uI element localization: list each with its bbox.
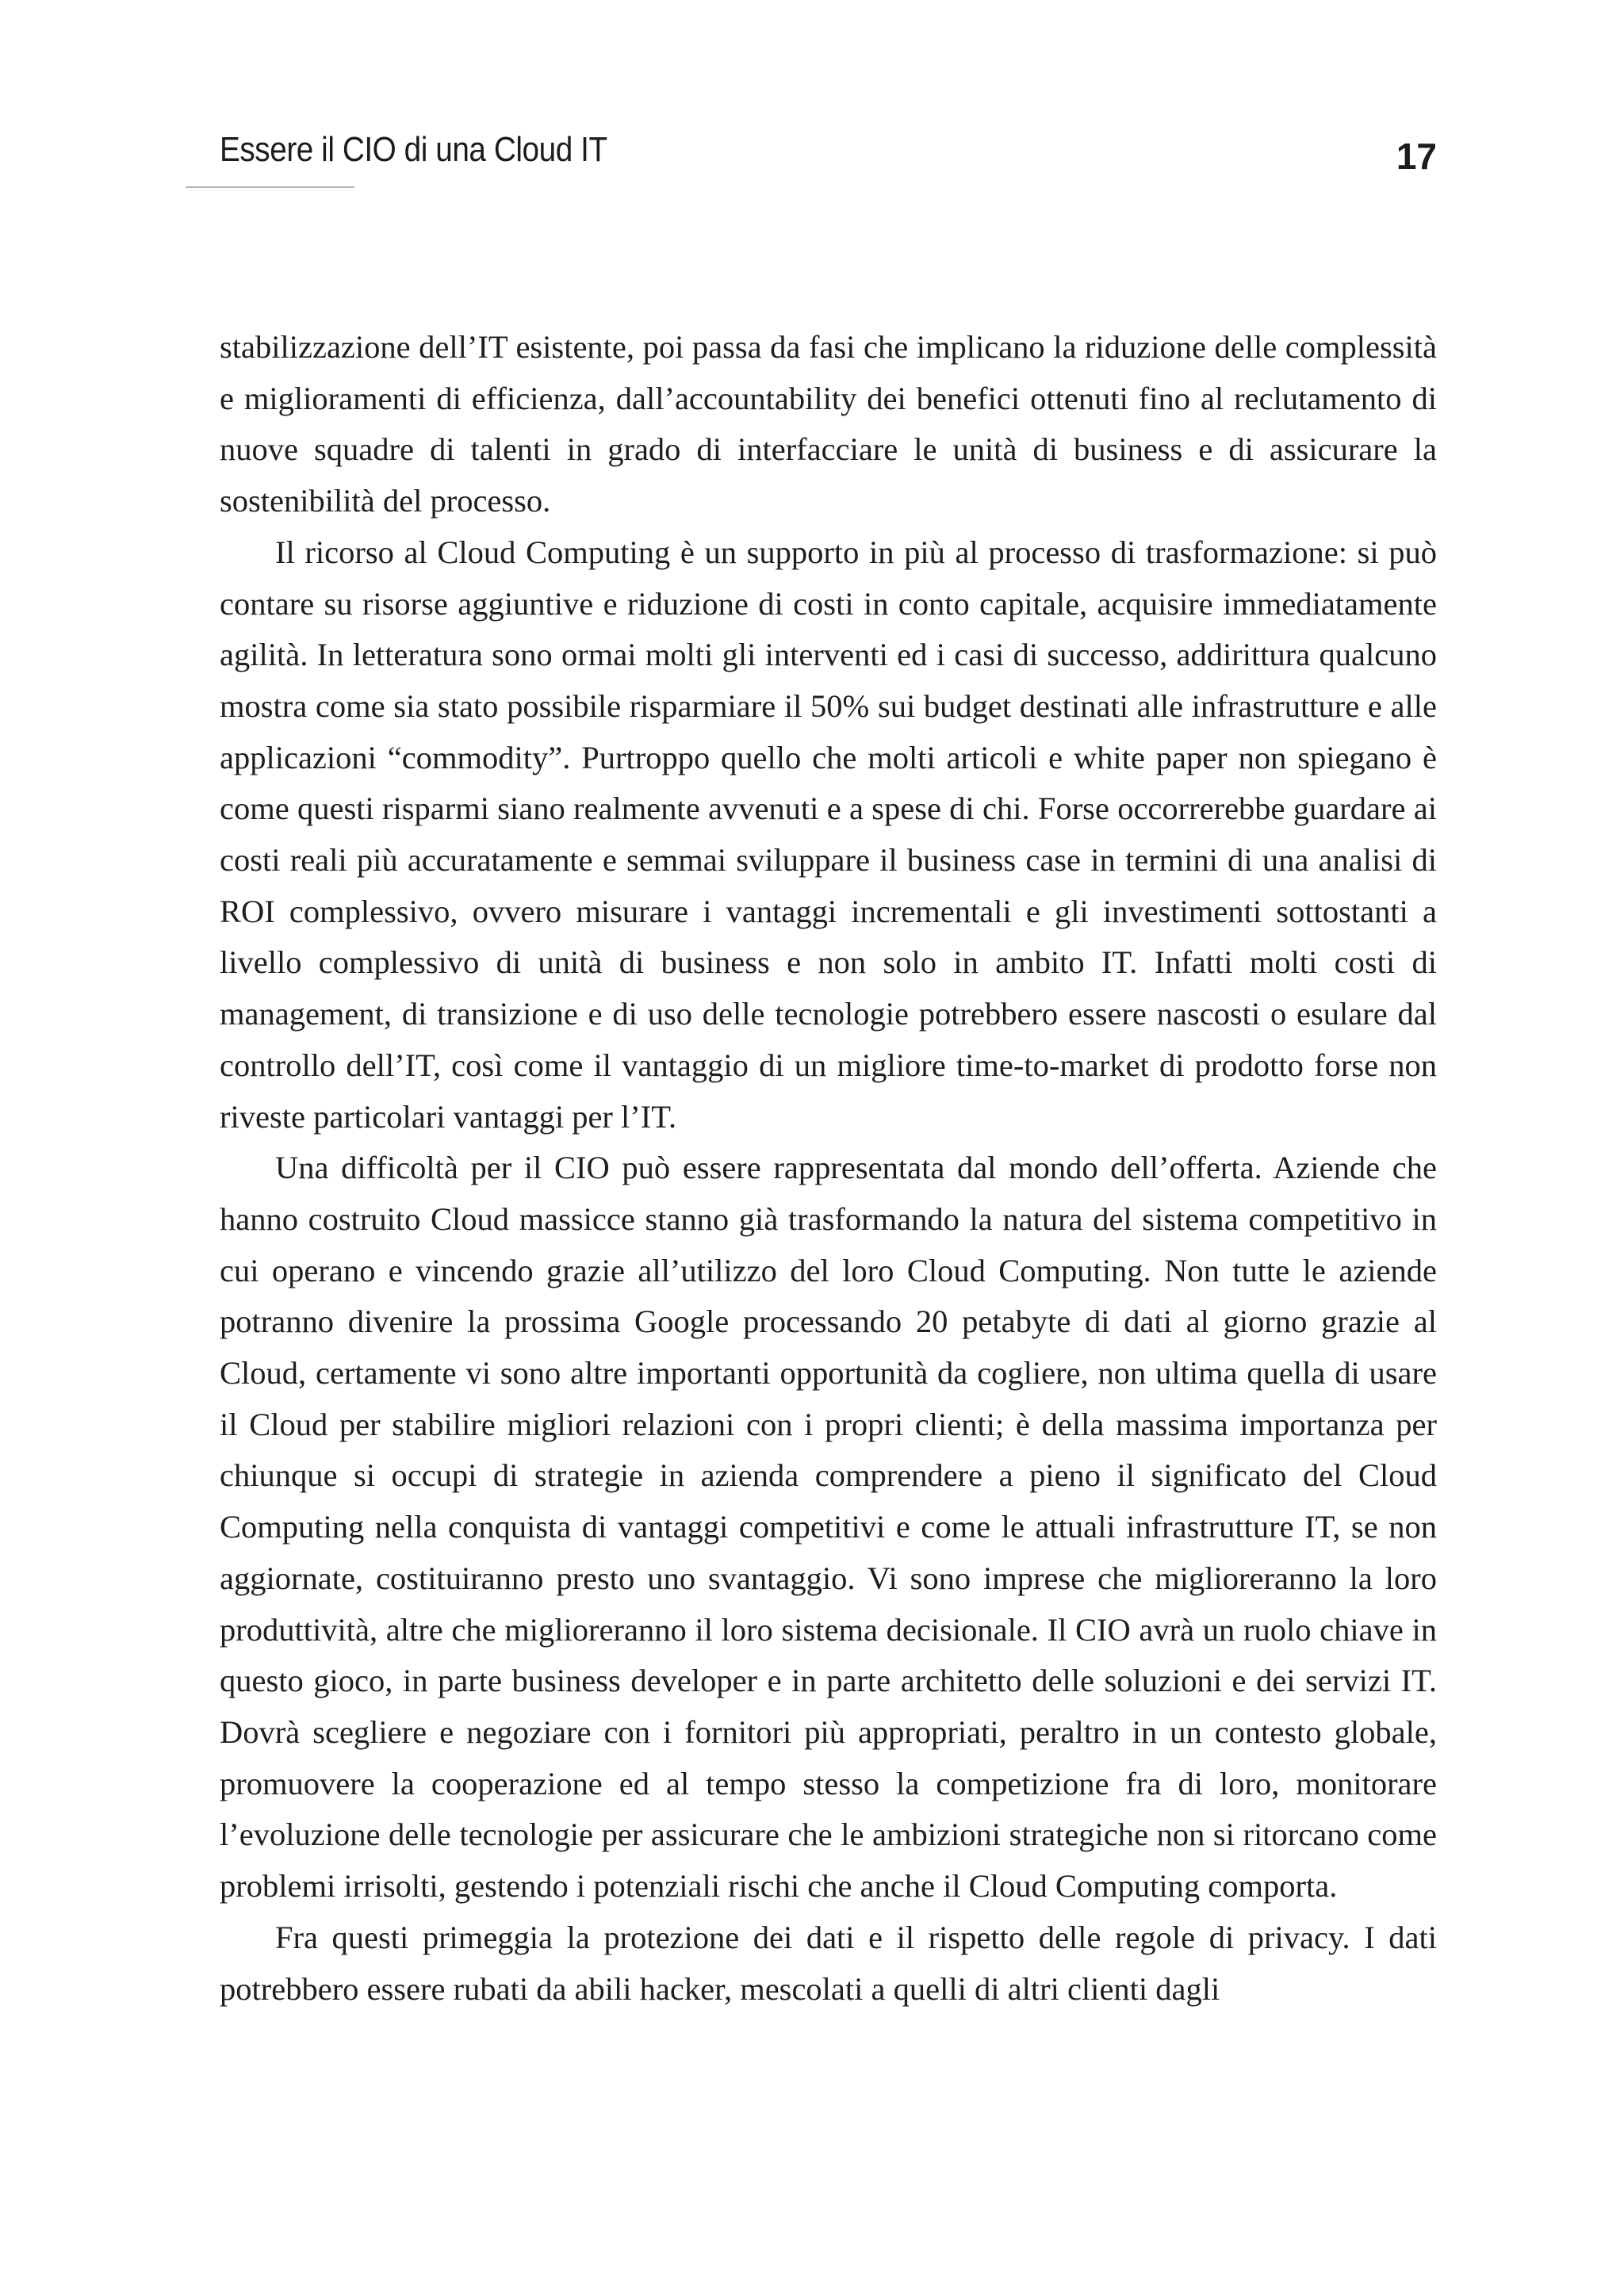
page-number: 17 bbox=[1396, 136, 1437, 177]
paragraph-continuation: stabilizzazione dell’IT esistente, poi passa da fasi che implicano la riduzione delle complessità e miglioramenti di efficienza, dall’accountability dei benefici ottenuti fino al reclutamento di nuove squadre di talenti in grado di interfacciare le unità di business e di assicurare la sostenibilità del processo. bbox=[220, 329, 1437, 519]
paragraph-cloud-computing: Il ricorso al Cloud Computing è un supporto in più al processo di trasformazione: si può contare su risorse aggiuntive e riduzione di costi in conto capitale, acquisire immediatamente agilità. In letteratura sono ormai molti gli interventi ed i casi di successo, addirittura qualcuno mostra come sia stato possibile risparmiare il 50% sui budget destinati alle infrastrutture e alle applicazioni “commodity”. Purtroppo quello che molti articoli e white paper non spiegano è come questi risparmi siano realmente avvenuti e a spese di chi. Forse occorrerebbe guardare ai costi reali più accuratamente e semmai sviluppare il business case in termini di una analisi di ROI complessivo, ovvero misurare i vantaggi incrementali e gli investimenti sottostanti a livello complessivo di unità di business e non solo in ambito IT. Infatti molti costi di management, di transizione e di uso delle tecnologie potrebbero essere nascosti o esulare dal controllo dell’IT, così come il vantaggio di un migliore time-to-market di prodotto forse non riveste particolari vantaggi per l’IT. bbox=[220, 534, 1437, 1135]
body-text bbox=[220, 322, 1437, 2015]
running-head-title: Essere il CIO di una Cloud IT bbox=[220, 130, 607, 169]
header-divider bbox=[186, 186, 354, 188]
paragraph-cio-difficulty: Una difficoltà per il CIO può essere rappresentata dal mondo dell’offerta. Aziende che hanno costruito Cloud massicce stanno già trasformando la natura del sistema competitivo in cui operano e vincendo grazie all’utilizzo del loro Cloud Computing. Non tutte le aziende potranno divenire la prossima Google processando 20 petabyte di dati al giorno grazie al Cloud, certamente vi sono altre importanti opportunità da cogliere, non ultima quella di usare il Cloud per stabilire migliori relazioni con i propri clienti; è della massima importanza per chiunque si occupi di strategie in azienda comprendere a pieno il significato del Cloud Computing nella conquista di vantaggi competitivi e come le attuali infrastrutture IT, se non aggiornate, costituiranno presto uno svantaggio. Vi sono imprese che miglioreranno la loro produttività, altre che miglioreranno il loro sistema decisionale. Il CIO avrà un ruolo chiave in questo gioco, in parte business developer e in parte architetto delle soluzioni e dei servizi IT. Dovrà scegliere e negoziare con i fornitori più appropriati, peraltro in un contesto globale, promuovere la cooperazione ed al tempo stesso la competizione fra di loro, monitorare l’evoluzione delle tecnologie per assicurare che le ambizioni strategiche non si ritorcano come problemi irrisolti, gestendo i potenziali rischi che anche il Cloud Computing comporta. bbox=[220, 1150, 1437, 1905]
paragraph-data-protection: Fra questi primeggia la protezione dei dati e il rispetto delle regole di privacy. I dati potrebbero essere rubati da abili hacker, mescolati a quelli di altri clienti dagli bbox=[220, 1919, 1437, 2007]
